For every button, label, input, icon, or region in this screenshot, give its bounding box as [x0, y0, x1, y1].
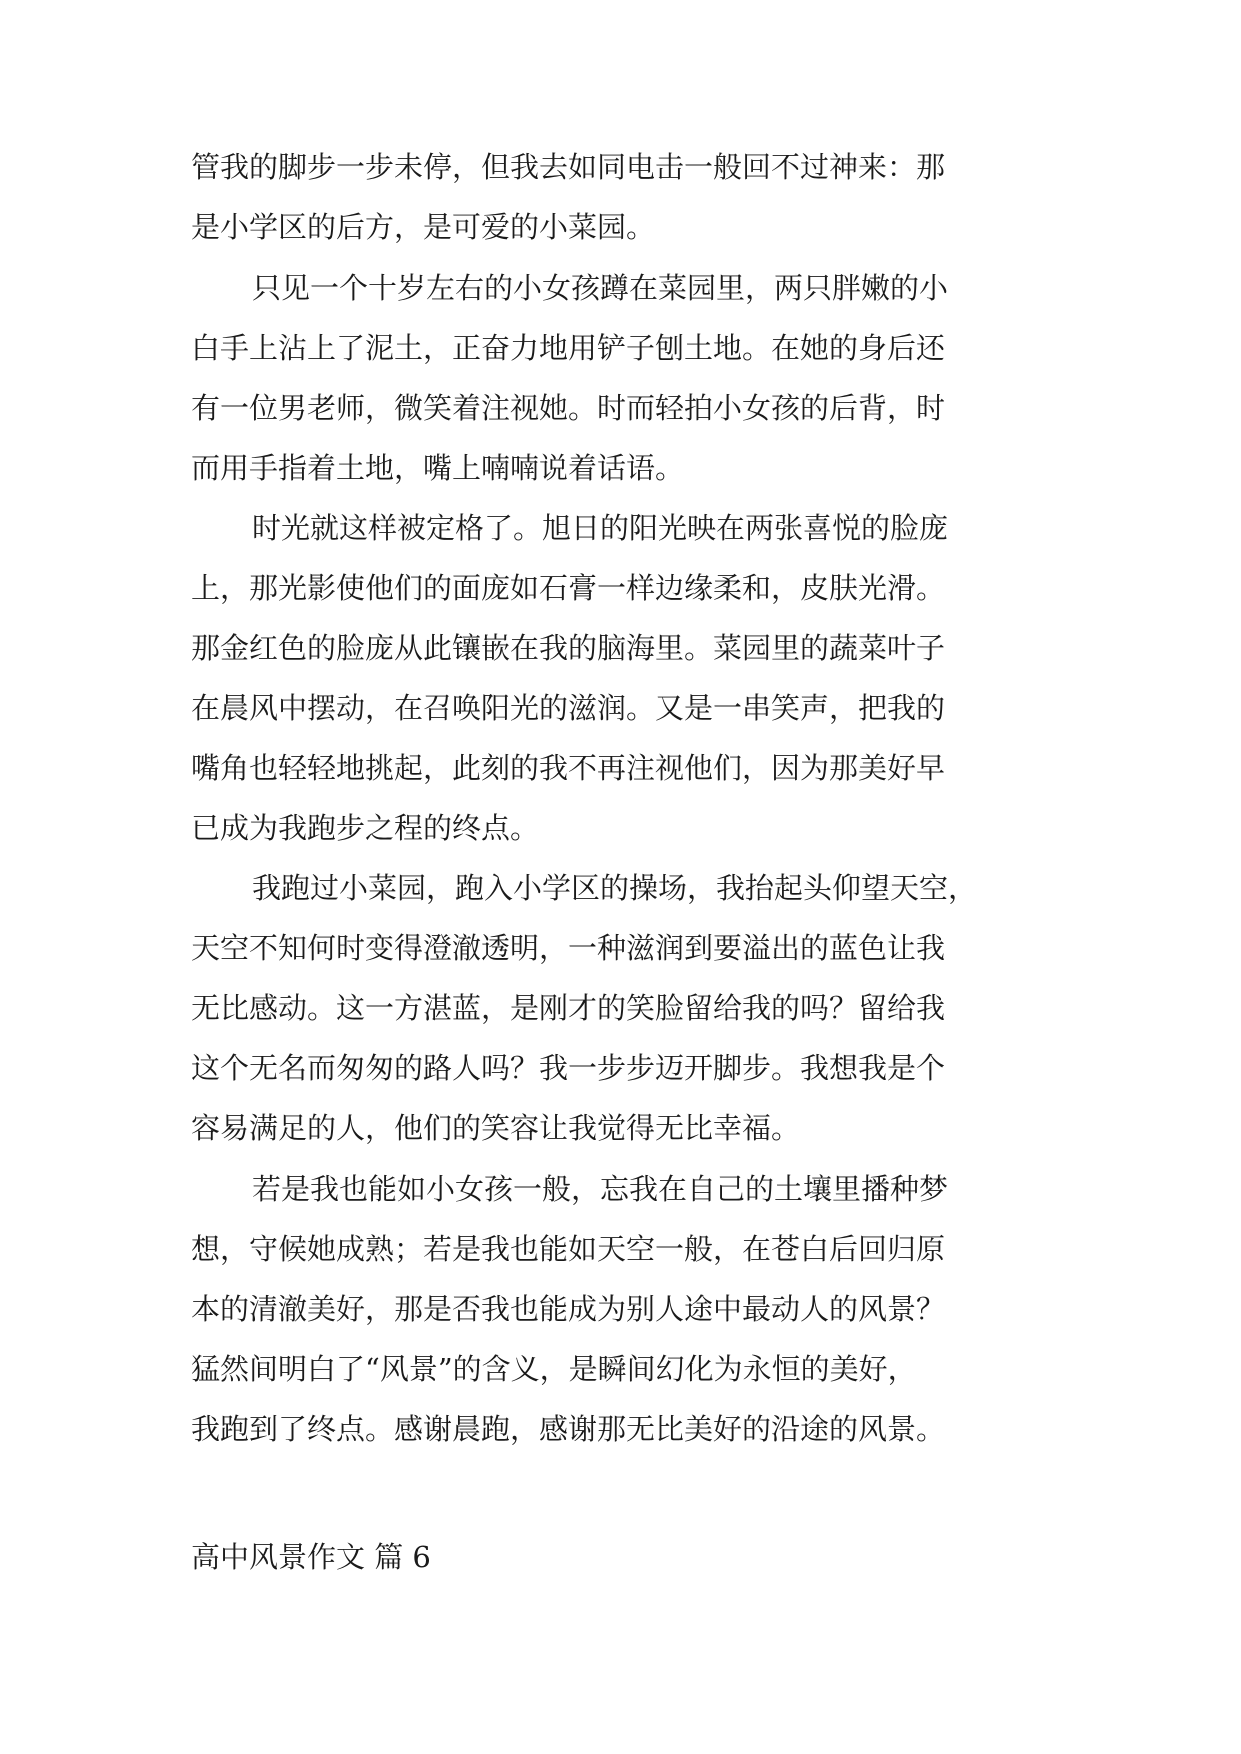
- body-line: 已成为我跑步之程的终点。: [191, 811, 540, 845]
- body-line: 白手上沾上了泥土，正奋力地用铲子刨土地。在她的身后还: [191, 331, 946, 365]
- body-line: 嘴角也轻轻地挑起，此刻的我不再注视他们，因为那美好早: [191, 751, 946, 785]
- body-line: 上，那光影使他们的面庞如石膏一样边缘柔和，皮肤光滑。: [191, 571, 946, 605]
- body-line: 想，守候她成熟；若是我也能如天空一般，在苍白后回归原: [191, 1232, 946, 1266]
- body-line: 有一位男老师，微笑着注视她。时而轻拍小女孩的后背，时: [191, 391, 946, 425]
- body-line: 本的清澈美好，那是否我也能成为别人途中最动人的风景？: [191, 1292, 946, 1326]
- body-line: 这个无名而匆匆的路人吗？我一步步迈开脚步。我想我是个: [191, 1051, 946, 1085]
- body-line: 那金红色的脸庞从此镶嵌在我的脑海里。菜园里的蔬菜叶子: [191, 631, 946, 665]
- body-line: 猛然间明白了“风景”的含义，是瞬间幻化为永恒的美好，: [191, 1352, 917, 1386]
- section-heading: 高中风景作文 篇 6: [191, 1540, 431, 1574]
- body-line: 是小学区的后方，是可爱的小菜园。: [191, 210, 656, 244]
- body-line: 容易满足的人，他们的笑容让我觉得无比幸福。: [191, 1111, 801, 1145]
- body-line: 无比感动。这一方湛蓝，是刚才的笑脸留给我的吗？留给我: [191, 991, 946, 1025]
- body-line: 而用手指着土地，嘴上喃喃说着话语。: [191, 451, 685, 485]
- paragraph-first-line: 若是我也能如小女孩一般，忘我在自己的土壤里播种梦: [252, 1172, 949, 1206]
- paragraph-first-line: 时光就这样被定格了。旭日的阳光映在两张喜悦的脸庞: [252, 511, 949, 545]
- paragraph-first-line: 我跑过小菜园，跑入小学区的操场，我抬起头仰望天空，: [252, 871, 978, 905]
- body-line: 我跑到了终点。感谢晨跑，感谢那无比美好的沿途的风景。: [191, 1412, 946, 1446]
- paragraph-first-line: 只见一个十岁左右的小女孩蹲在菜园里，两只胖嫩的小: [252, 271, 949, 305]
- body-line: 在晨风中摆动，在召唤阳光的滋润。又是一串笑声，把我的: [191, 691, 946, 725]
- body-line: 天空不知何时变得澄澈透明，一种滋润到要溢出的蓝色让我: [191, 931, 946, 965]
- body-line: 管我的脚步一步未停，但我去如同电击一般回不过神来：那: [191, 150, 946, 184]
